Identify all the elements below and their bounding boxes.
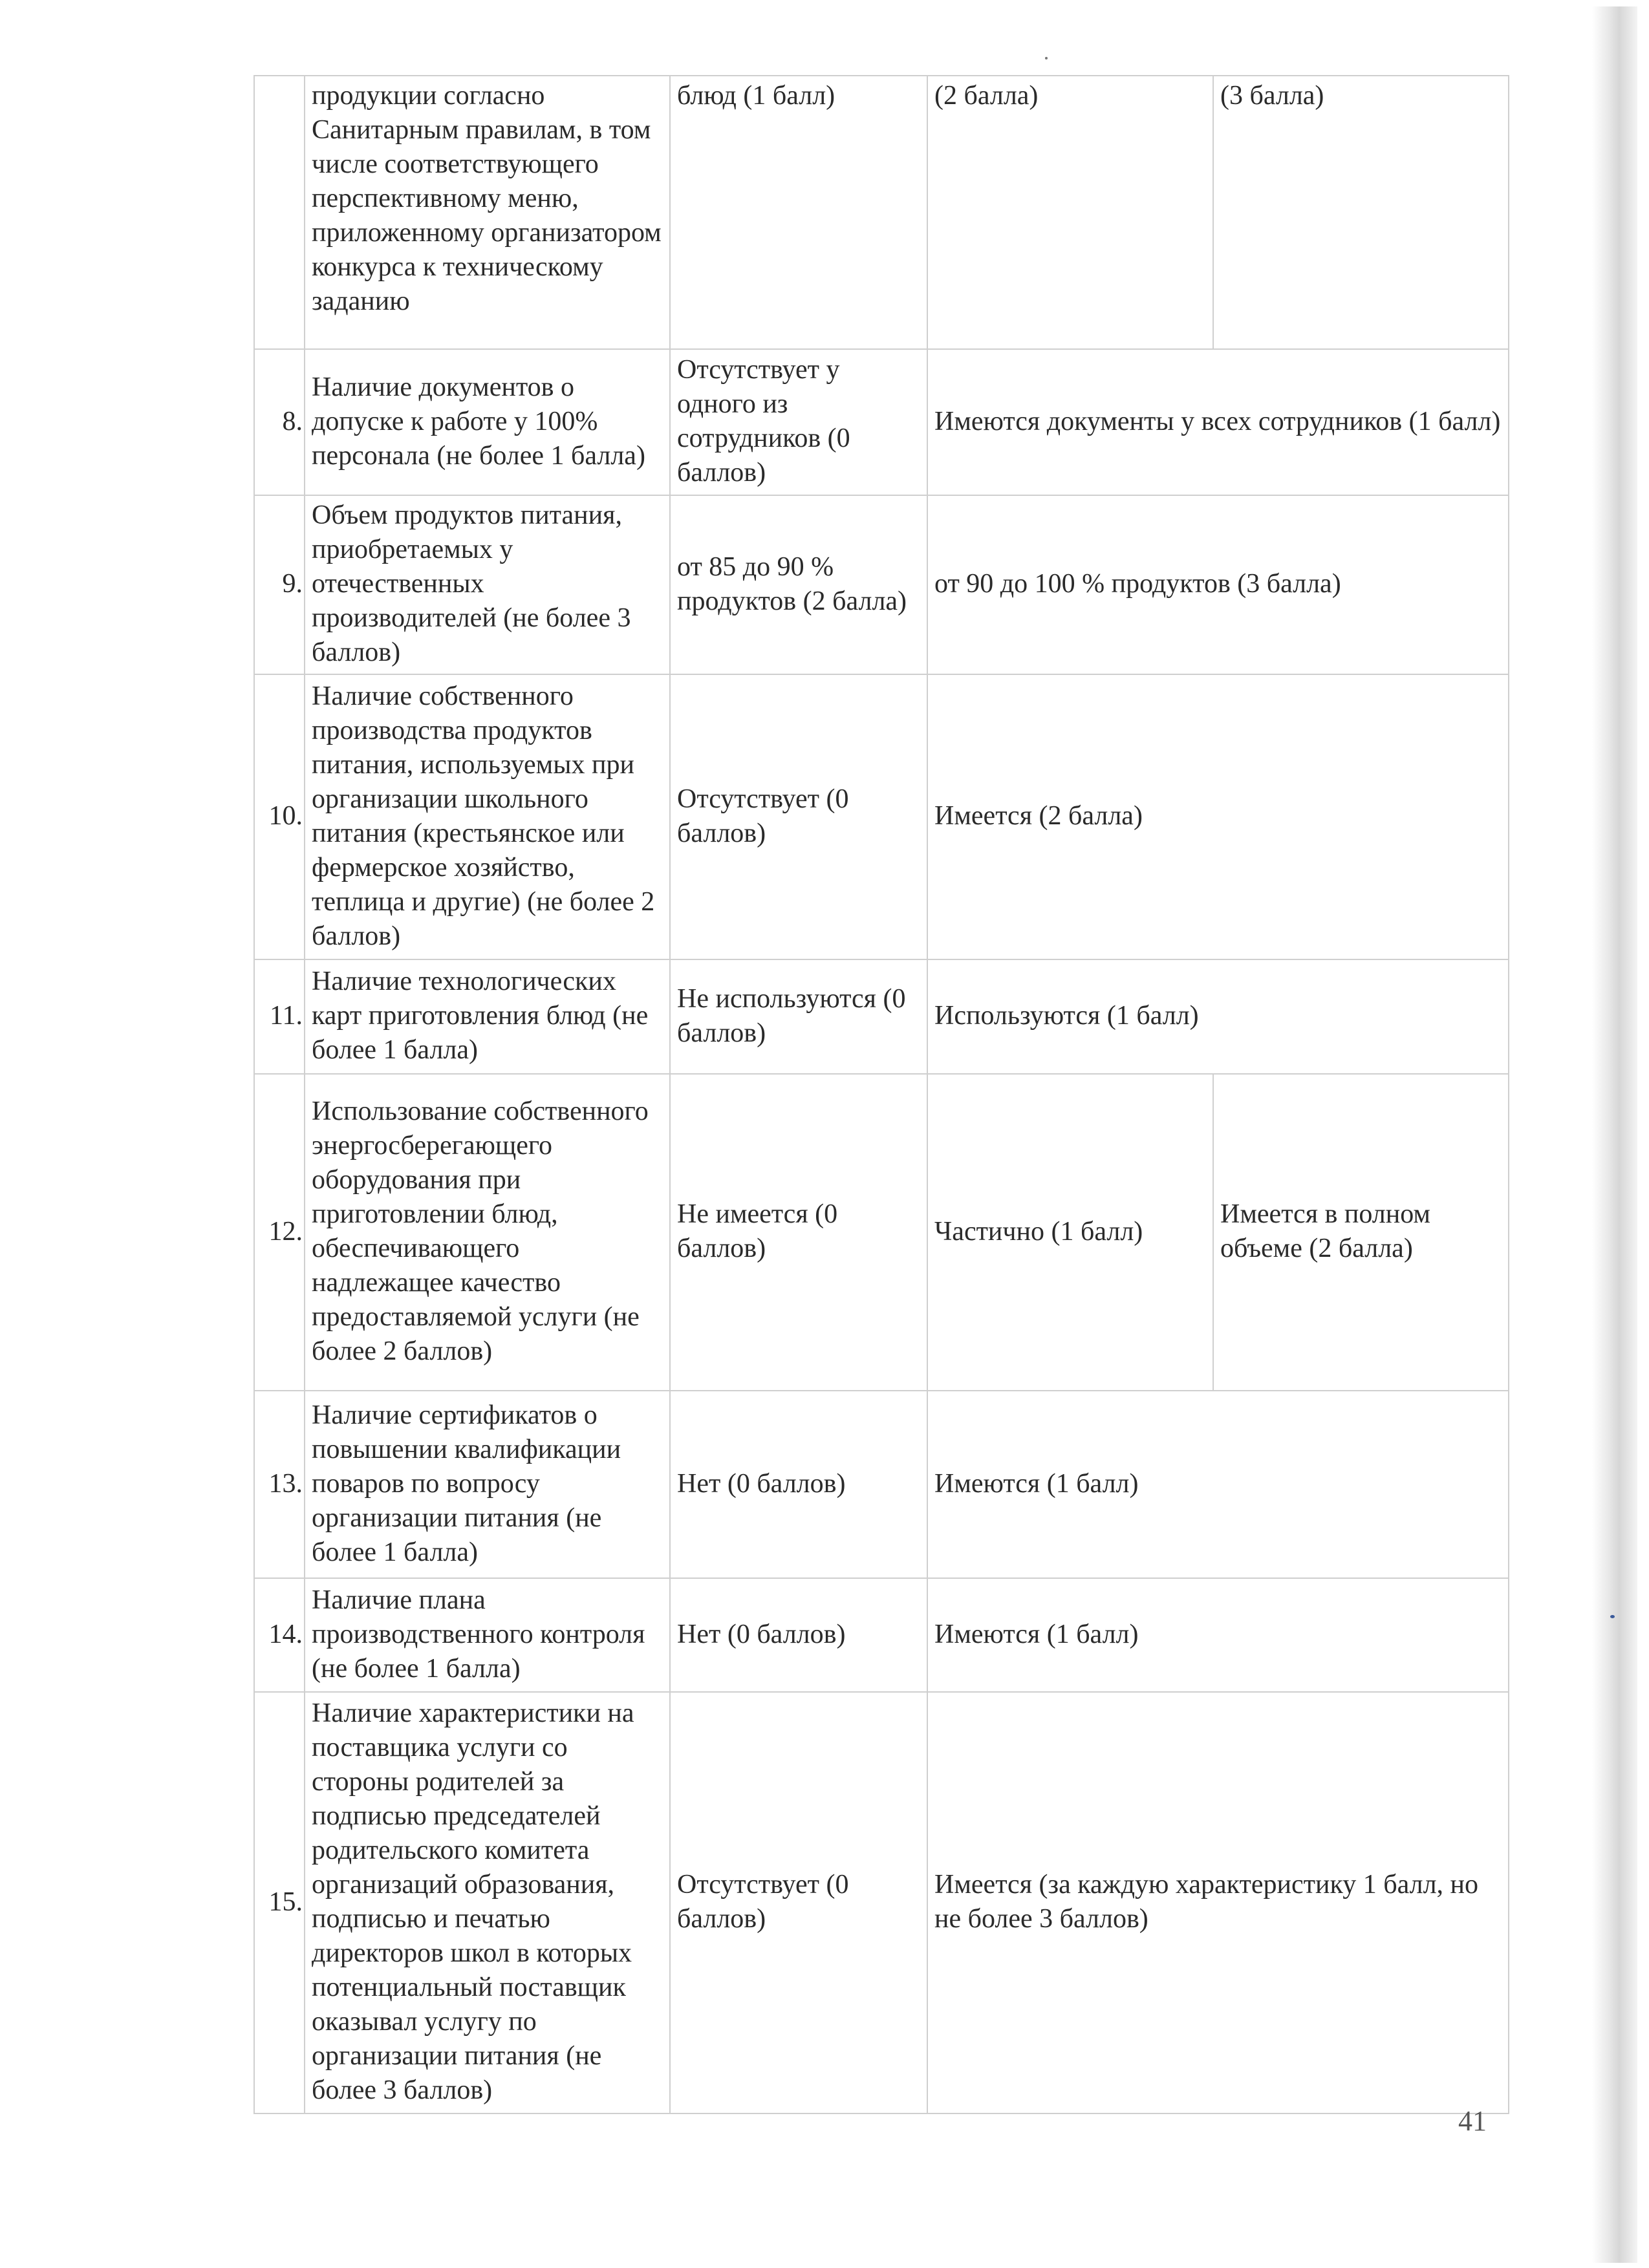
score-cell: (2 балла)	[927, 76, 1213, 349]
score-cell: Отсутствует у одного из сотрудников (0 баллов)	[670, 349, 927, 495]
score-cell: (3 балла)	[1213, 76, 1509, 349]
row-number: 15.	[254, 1692, 305, 2113]
criterion-cell: Наличие характеристики на поставщика услуги со стороны родителей за подписью председателей родительского комитета организаций образования, подписью и печатью директоров школ в которых потенциальный поставщик оказывал услугу по организации питания (не более 3 баллов)	[305, 1692, 670, 2113]
score-cell: Имеется (за каждую характеристику 1 балл, но не более 3 баллов)	[927, 1692, 1509, 2113]
table-row	[254, 959, 1509, 1074]
table-row	[254, 349, 1509, 495]
row-number: 9.	[254, 495, 305, 674]
row-number: 11.	[254, 959, 305, 1074]
criterion-cell: Наличие документов о допуске к работе у 100% персонала (не более 1 балла)	[305, 349, 670, 495]
page-number: 41	[1458, 2105, 1487, 2137]
criterion-cell: Наличие плана производственного контроля (не более 1 балла)	[305, 1578, 670, 1692]
scan-speck	[1610, 1615, 1615, 1618]
row-number	[254, 76, 305, 349]
score-cell: Нет (0 баллов)	[670, 1391, 927, 1578]
score-cell: Имеется в полном объеме (2 балла)	[1213, 1074, 1509, 1391]
table-row	[254, 1578, 1509, 1692]
row-number: 12.	[254, 1074, 305, 1391]
score-cell: Не используются (0 баллов)	[670, 959, 927, 1074]
table-row	[254, 1074, 1509, 1391]
score-cell: от 90 до 100 % продуктов (3 балла)	[927, 495, 1509, 674]
score-cell: Имеются документы у всех сотрудников (1 балл)	[927, 349, 1509, 495]
score-cell: блюд (1 балл)	[670, 76, 927, 349]
score-cell: Частично (1 балл)	[927, 1074, 1213, 1391]
criterion-cell: продукции согласно Санитарным правилам, в том числе соответствующего перспективному меню, приложенному организатором конкурса к техническому заданию	[305, 76, 670, 349]
criterion-cell: Использование собственного энергосберегающего оборудования при приготовлении блюд, обеспечивающего надлежащее качество предоставляемой услуги (не более 2 баллов)	[305, 1074, 670, 1391]
row-number: 13.	[254, 1391, 305, 1578]
score-cell: Нет (0 баллов)	[670, 1578, 927, 1692]
criterion-cell: Наличие собственного производства продуктов питания, используемых при организации школьного питания (крестьянское или фермерское хозяйство, теплица и другие) (не более 2 баллов)	[305, 674, 670, 959]
table-row	[254, 495, 1509, 674]
criterion-cell: Наличие сертификатов о повышении квалификации поваров по вопросу организации питания (не более 1 балла)	[305, 1391, 670, 1578]
table-row	[254, 76, 1509, 349]
scan-edge-shadow	[1592, 6, 1637, 2263]
score-cell: Отсутствует (0 баллов)	[670, 674, 927, 959]
score-cell: Отсутствует (0 баллов)	[670, 1692, 927, 2113]
score-cell: от 85 до 90 % продуктов (2 балла)	[670, 495, 927, 674]
score-cell: Используются (1 балл)	[927, 959, 1509, 1074]
scan-speck	[1045, 57, 1048, 59]
criterion-cell: Объем продуктов питания, приобретаемых у отечественных производителей (не более 3 баллов)	[305, 495, 670, 674]
score-cell: Не имеется (0 баллов)	[670, 1074, 927, 1391]
score-cell: Имеется (2 балла)	[927, 674, 1509, 959]
score-cell: Имеются (1 балл)	[927, 1391, 1509, 1578]
row-number: 14.	[254, 1578, 305, 1692]
criterion-cell: Наличие технологических карт приготовления блюд (не более 1 балла)	[305, 959, 670, 1074]
table-row	[254, 1692, 1509, 2113]
row-number: 8.	[254, 349, 305, 495]
criteria-table	[253, 75, 1509, 2114]
table-row	[254, 674, 1509, 959]
row-number: 10.	[254, 674, 305, 959]
score-cell: Имеются (1 балл)	[927, 1578, 1509, 1692]
table-row	[254, 1391, 1509, 1578]
